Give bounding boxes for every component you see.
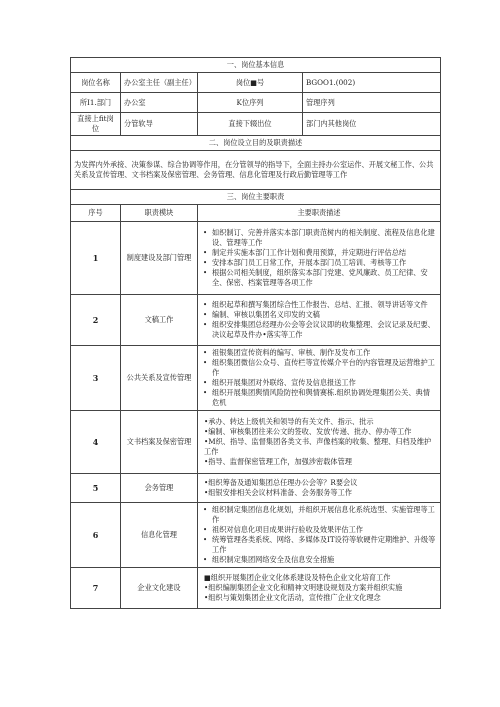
duty-row — [71, 474, 441, 503]
duty-module: 公共关系及宣传管理 — [121, 346, 198, 411]
header-description: 主要职责描述 — [198, 205, 441, 222]
duty-module: 企业文化建设 — [121, 568, 198, 609]
duty-item: • 编制、审核以集团名义印发的文稿 — [201, 310, 437, 320]
duty-item: • 如织制订、完善并落实本部门职责范树内的相关制度、流程及信息化建设、管理等工作 — [201, 228, 437, 248]
duty-item: •编制、审核集团往来公文的签收、发放'传递、批办、停办等工作 — [204, 427, 412, 436]
purpose-text: 为发挥内外承接、决策参谋、综合协调等作用，在分管领导的指导下，全面主持办公室运作、开展文秘工作、公共关系及宣传管理、文书档案及保密管理、会务管理、信息化管理及行政后勤管理等工作 — [71, 151, 441, 190]
duty-module: 文书档案及保密管理 — [121, 411, 198, 474]
duty-module: 信息化管理 — [121, 503, 198, 568]
job-description-table — [70, 57, 441, 609]
value-department: 办公室 — [121, 93, 198, 113]
header-module: 职责模块 — [121, 205, 198, 222]
label-position-name: 岗位名称 — [71, 73, 121, 93]
duty-item: • 根据公司相关制度，组织落实本部门党建、党风廉政、员工纪律、安全、保密、档案管理等各项工作 — [201, 268, 437, 288]
duty-item: • 祖织对信息化项目成果讲行验收及效果评估工作 — [201, 525, 437, 535]
duty-number: 4 — [71, 411, 121, 474]
duty-number: 2 — [71, 295, 121, 346]
value-direct-subordinate: 部门内其他岗位 — [303, 113, 441, 136]
duty-row — [71, 411, 441, 474]
duty-item: •指导、监督保密管理工作，加强涉密载体管理 — [204, 457, 352, 466]
duty-description — [198, 346, 441, 411]
duty-description — [198, 503, 441, 568]
label-department: 所Ⅰ1.部门 — [71, 93, 121, 113]
value-position-name: 办公室主任（副主任） — [121, 73, 198, 93]
duty-item: • 安排本部门员工日常工作，开展本部门员工培训、考核等工作 — [201, 258, 437, 268]
duty-item: • 组织开展集团舆情风险防控和舆情赛栋.组织协调处理集团公关、典情危机 — [201, 388, 437, 408]
duty-item: •组织筹备及通知集团总任理办公会等？R要会议 — [204, 478, 358, 487]
label-direct-superior: 直接上fit岗位 — [71, 113, 121, 136]
duty-item: • 组织制定集团信息化规划，并组织开展信息化系统选型、实施管理等工作 — [201, 505, 437, 525]
job-description-document — [70, 57, 440, 609]
section-basic-info: 一、岗位基本信息 — [71, 58, 441, 73]
duty-number: 6 — [71, 503, 121, 568]
duty-row — [71, 346, 441, 411]
duty-item: •M织、指导、监督集团各类文书、声像档案的收集、整理、归档及维护工作 — [204, 437, 432, 456]
basic-row-3 — [71, 113, 441, 136]
duty-item: • 组织安排集团总经理办公会等会议议即的收集整理、会议记录及纪要、决议起草及件办•落实等工作 — [201, 320, 437, 340]
duty-item: • 组织开展集团对外联络、宣传及信息报送工作 — [201, 378, 437, 388]
value-direct-superior: 分管软导 — [121, 113, 198, 136]
duty-item: • 祖银集团宣传资料的编写、审核、制作及发布工作 — [201, 348, 437, 358]
header-number: 序号 — [71, 205, 121, 222]
section-duties: 三、岗位主要职责 — [71, 190, 441, 205]
duties-header-row — [71, 205, 441, 222]
duty-description — [198, 474, 441, 503]
duty-module: 文稿工作 — [121, 295, 198, 346]
duty-item: •组织与策划集团企业文化活动，宣传推广企业文化理念 — [204, 593, 381, 602]
basic-row-1 — [71, 73, 441, 93]
duty-number: 3 — [71, 346, 121, 411]
duty-item: ■组织开展集团企业文化体系建设及特色企业文化培育工作 — [204, 573, 391, 582]
label-position-sequence: K位序列 — [198, 93, 303, 113]
duty-item: •组织编制集团企业文化和精神文明建设规划及方案并组织实施 — [204, 583, 403, 592]
duty-rows — [71, 222, 441, 609]
label-position-code: 岗位■号 — [198, 73, 303, 93]
duty-number: 1 — [71, 222, 121, 295]
duty-row — [71, 568, 441, 609]
duty-item: • 制定并实施本部门工作计划和费用预算，并定期进行评估总结 — [201, 248, 437, 258]
section-purpose: 二、岗位设立目的及职责描述 — [71, 136, 441, 151]
duty-number: 5 — [71, 474, 121, 503]
duty-item: • 组织制定集团网络安全及信息安全措施 — [201, 555, 437, 565]
basic-row-2 — [71, 93, 441, 113]
duty-row — [71, 222, 441, 295]
duty-item: • 统筹管理各类系统、网络、多媒体及IT设符等软硬件定期维护、升级等工作 — [201, 535, 437, 555]
duty-row — [71, 503, 441, 568]
duty-item: •组银安排相关会议材料准备、会务服务等工作 — [204, 488, 352, 497]
duty-description — [198, 568, 441, 609]
value-position-sequence: 管理序列 — [303, 93, 441, 113]
duty-module: 会务管理 — [121, 474, 198, 503]
duty-item: • 组织起草和撰写集团综合性工作报告、总结、汇报、领导讲话等文件 — [201, 300, 437, 310]
duty-module: 制度建设及部门管理 — [121, 222, 198, 295]
duty-item: • 组织集团微信公众号、直传栏等宣传媒介平台的内容管理及运营维护工作 — [201, 358, 437, 378]
value-position-code: BGOO1.(002) — [303, 73, 441, 93]
duty-description — [198, 411, 441, 474]
duty-number: 7 — [71, 568, 121, 609]
duty-description — [198, 295, 441, 346]
duty-item: •承办、转达上级机关和领导的有关文件、指示、批示 — [204, 417, 374, 426]
duty-description — [198, 222, 441, 295]
label-direct-subordinate: 直接下辍出位 — [198, 113, 303, 136]
duty-row — [71, 295, 441, 346]
